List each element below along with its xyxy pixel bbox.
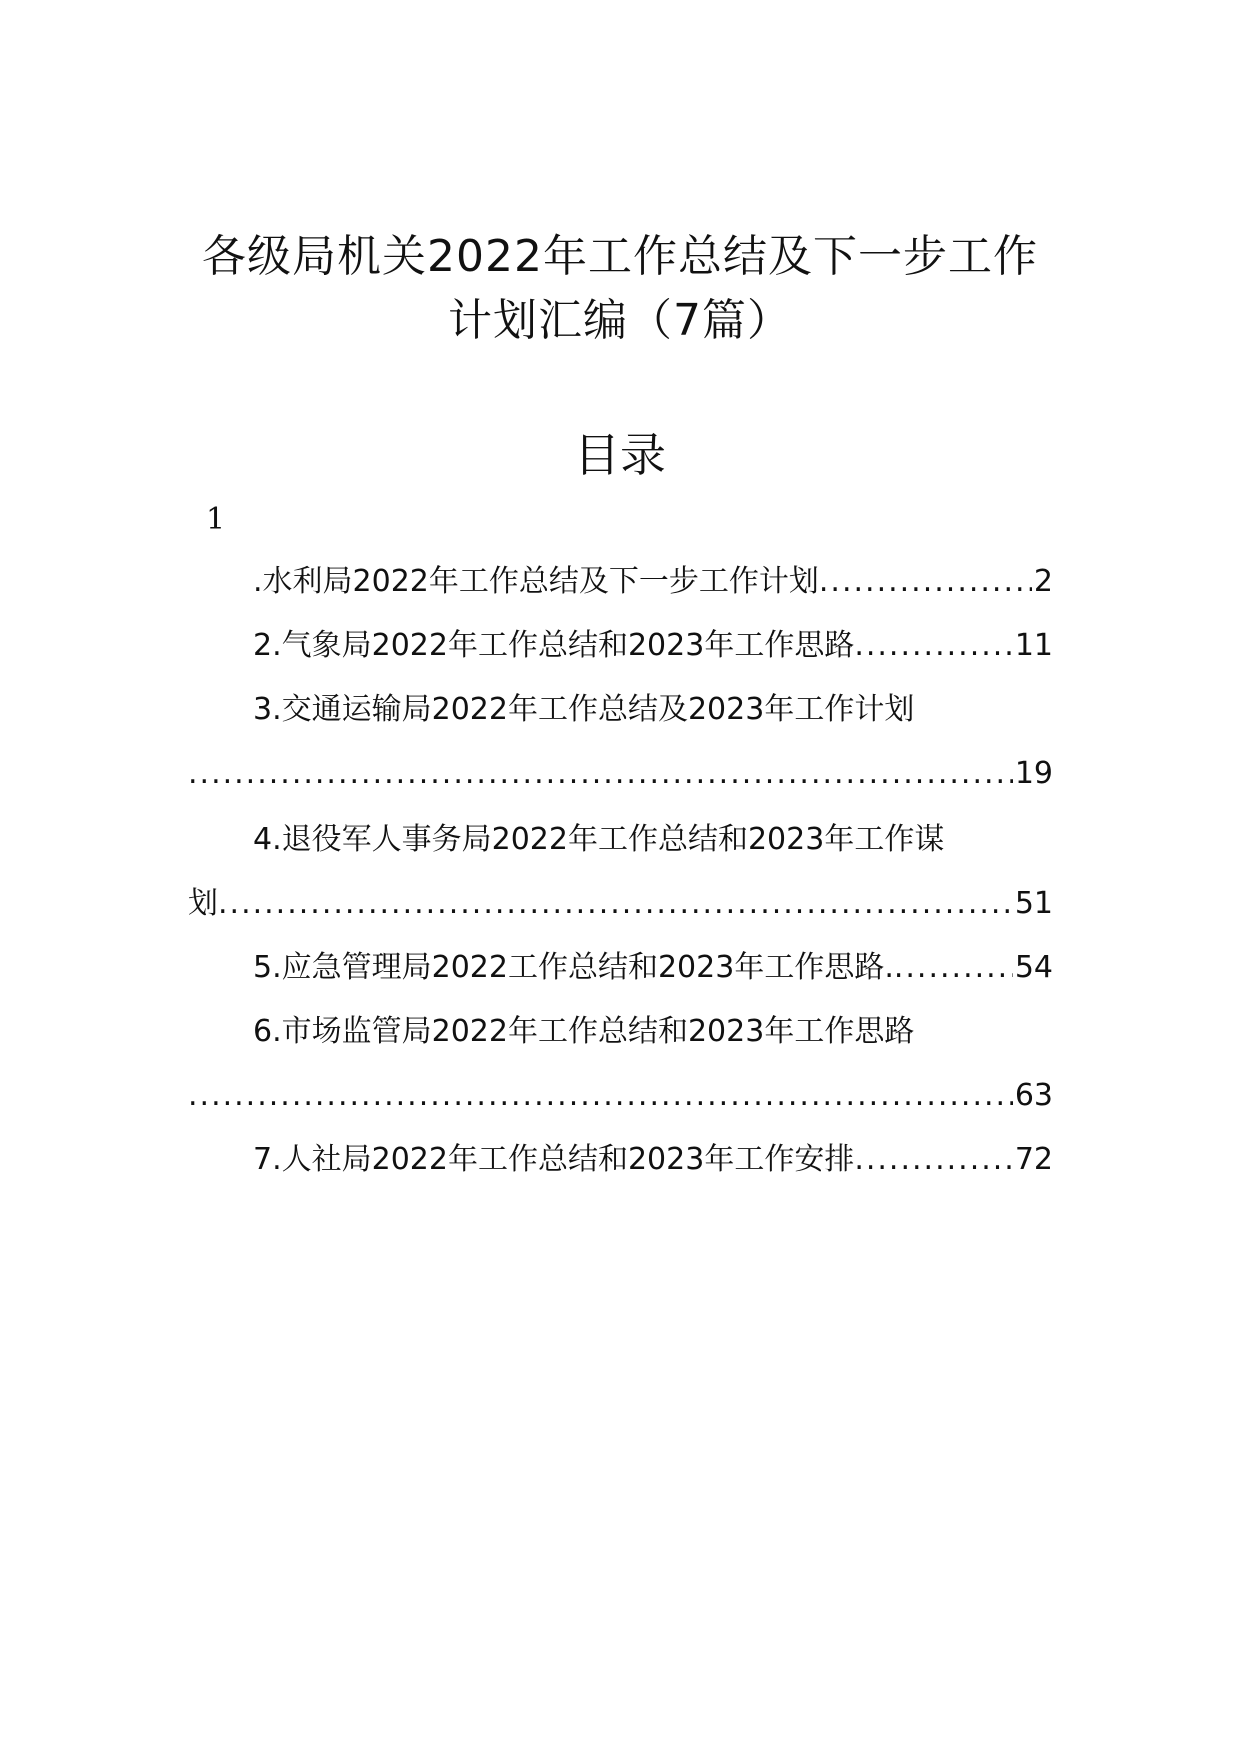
toc-leader-dots xyxy=(854,1138,1012,1182)
toc-entry-text: 2.气象局2022年工作总结和2023年工作思路 xyxy=(253,628,855,663)
stray-number: 1 xyxy=(206,502,226,537)
toc-entry-text: 7.人社局2022年工作总结和2023年工作安排 xyxy=(253,1142,855,1177)
toc-page-number: 19 xyxy=(1014,756,1053,791)
toc-entry-6[interactable] xyxy=(188,1010,1053,1054)
toc-entry-text: 4.退役军人事务局2022年工作总结和2023年工作谋 xyxy=(253,822,945,857)
toc-leader-dots xyxy=(188,1074,1013,1118)
title-line-2: 计划汇编（7篇） xyxy=(448,295,792,346)
toc-entry-2[interactable] xyxy=(188,624,1053,668)
toc-leader-dots xyxy=(854,624,1012,668)
toc-page-number: 2 xyxy=(1033,564,1053,599)
toc-page-number: 11 xyxy=(1014,628,1053,663)
toc-entry-6-continuation[interactable] xyxy=(188,1074,1053,1118)
toc-page-number: 54 xyxy=(1014,950,1053,985)
toc-page-number: 63 xyxy=(1014,1078,1053,1113)
toc-entry-text: .水利局2022年工作总结及下一步工作计划 xyxy=(253,564,819,599)
toc-leader-dots xyxy=(188,752,1013,796)
toc-entry-text: 6.市场监管局2022年工作总结和2023年工作思路 xyxy=(253,1014,915,1049)
toc-leader-dots xyxy=(819,560,1032,604)
toc-entry-4[interactable] xyxy=(188,818,1053,862)
toc-page-number: 72 xyxy=(1014,1142,1053,1177)
toc-entry-7[interactable] xyxy=(188,1138,1053,1182)
document-title xyxy=(0,225,1240,353)
toc-entry-1[interactable] xyxy=(188,560,1053,604)
toc-entry-5[interactable] xyxy=(188,946,1053,990)
toc-page-number: 51 xyxy=(1014,886,1053,921)
toc-heading: 目录 xyxy=(574,428,666,482)
toc-entry-text: 5.应急管理局2022工作总结和2023年工作思路. xyxy=(253,950,894,985)
toc-entry-3[interactable] xyxy=(188,688,1053,732)
toc-entry-text-continuation: 划 xyxy=(188,886,218,921)
toc-entry-3-continuation[interactable] xyxy=(188,752,1053,796)
toc-entry-text: 3.交通运输局2022年工作总结及2023年工作计划 xyxy=(253,692,915,727)
toc-entry-4-continuation[interactable] xyxy=(188,882,1053,926)
toc-leader-dots xyxy=(894,946,1013,990)
toc-leader-dots xyxy=(218,882,1013,926)
title-line-1: 各级局机关2022年工作总结及下一步工作 xyxy=(202,231,1038,282)
